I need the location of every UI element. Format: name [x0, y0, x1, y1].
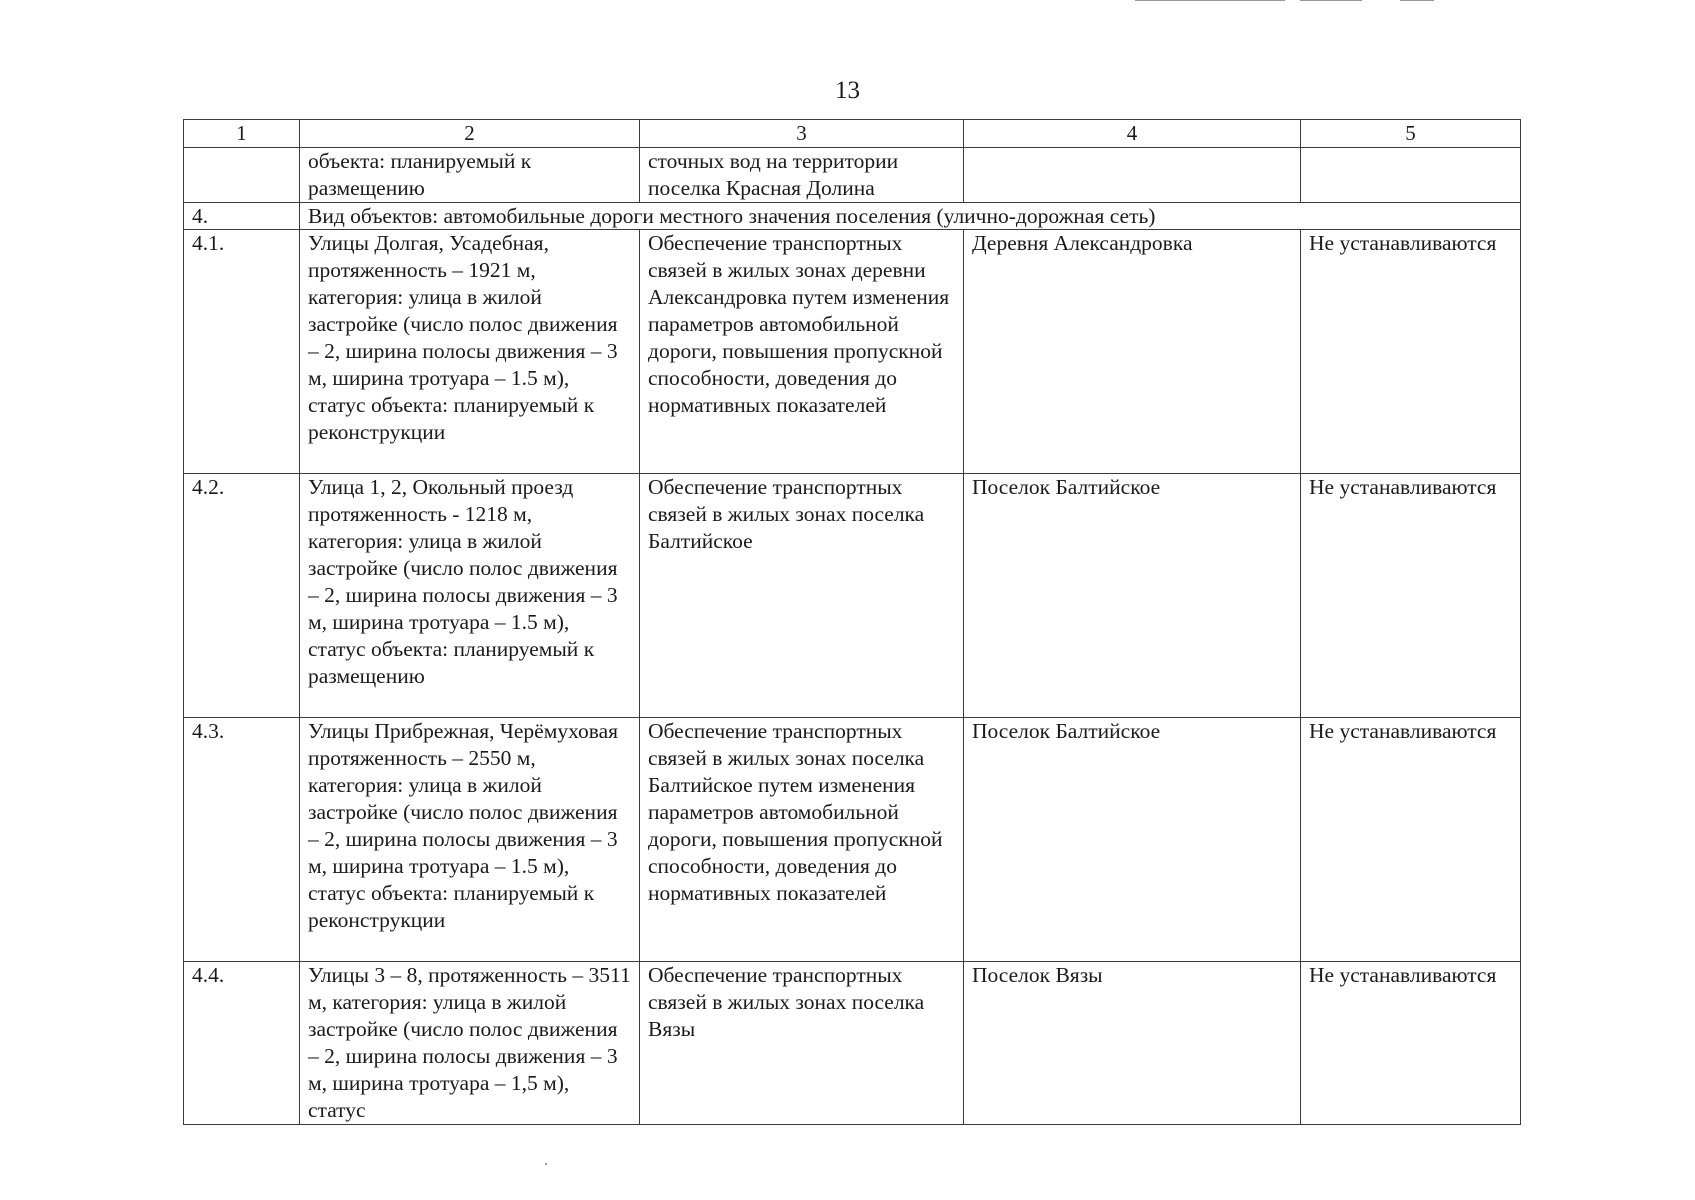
cell-zones: Не устанавливаются [1301, 962, 1521, 1125]
table-row [184, 962, 1521, 1125]
cell-number: 4.3. [184, 718, 300, 962]
cell-location: Поселок Балтийское [964, 718, 1301, 962]
page-number: 13 [835, 77, 860, 104]
scan-speck [545, 1163, 547, 1165]
column-number-1: 1 [184, 120, 300, 148]
cell-description: Улицы Долгая, Усадебная, протяженность – 1921 м, категория: улица в жилой застройке (число полос движения – 2, ширина полосы движения – 3 м, ширина тротуара – 1.5 м), статус объекта: планируемый к реконструкции [300, 230, 640, 474]
continuation-row [184, 148, 1521, 203]
cell-zones: Не устанавливаются [1301, 474, 1521, 718]
column-number-5: 5 [1301, 120, 1521, 148]
column-number-3: 3 [640, 120, 964, 148]
cell-number: 4.4. [184, 962, 300, 1125]
cell-purpose: Обеспечение транспортных связей в жилых зонах деревни Александровка путем изменения параметров автомобильной дороги, повышения пропускной способности, доведения до нормативных показателей [640, 230, 964, 474]
cell-location: Поселок Вязы [964, 962, 1301, 1125]
cell-description: объекта: планируемый к размещению [300, 148, 640, 203]
scan-edge-mark [1300, 0, 1362, 1]
cell-purpose: Обеспечение транспортных связей в жилых зонах поселка Балтийское [640, 474, 964, 718]
section-number: 4. [184, 203, 300, 230]
cell-location [964, 148, 1301, 203]
column-number-2: 2 [300, 120, 640, 148]
column-number-4: 4 [964, 120, 1301, 148]
cell-purpose: Обеспечение транспортных связей в жилых зонах поселка Балтийское путем изменения параметров автомобильной дороги, повышения пропускной способности, доведения до нормативных показателей [640, 718, 964, 962]
table-row [184, 718, 1521, 962]
cell-description: Улица 1, 2, Окольный проезд протяженность - 1218 м, категория: улица в жилой застройке (число полос движения – 2, ширина полосы движения – 3 м, ширина тротуара – 1.5 м), статус объекта: планируемый к размещению [300, 474, 640, 718]
table-row [184, 474, 1521, 718]
cell-location: Поселок Балтийское [964, 474, 1301, 718]
cell-number: 4.1. [184, 230, 300, 474]
cell-number: 4.2. [184, 474, 300, 718]
cell-zones: Не устанавливаются [1301, 718, 1521, 962]
cell-purpose: Обеспечение транспортных связей в жилых зонах поселка Вязы [640, 962, 964, 1125]
scan-edge-mark [1400, 0, 1434, 1]
table-row [184, 230, 1521, 474]
cell-purpose: сточных вод на территории поселка Красная Долина [640, 148, 964, 203]
section-row [184, 203, 1521, 230]
cell-description: Улицы 3 – 8, протяженность – 3511 м, категория: улица в жилой застройке (число полос движения – 2, ширина полосы движения – 3 м, ширина тротуара – 1,5 м), статус [300, 962, 640, 1125]
cell-description: Улицы Прибрежная, Черёмуховая протяженность – 2550 м, категория: улица в жилой застройке (число полос движения – 2, ширина полосы движения – 3 м, ширина тротуара – 1.5 м), статус объекта: планируемый к реконструкции [300, 718, 640, 962]
scan-edge-mark [1135, 0, 1285, 1]
cell-zones [1301, 148, 1521, 203]
column-number-row [184, 120, 1521, 148]
cell-zones: Не устанавливаются [1301, 230, 1521, 474]
section-title: Вид объектов: автомобильные дороги местного значения поселения (улично-дорожная сеть) [300, 203, 1521, 230]
cell-number [184, 148, 300, 203]
cell-location: Деревня Александровка [964, 230, 1301, 474]
planning-objects-table [183, 119, 1521, 1125]
